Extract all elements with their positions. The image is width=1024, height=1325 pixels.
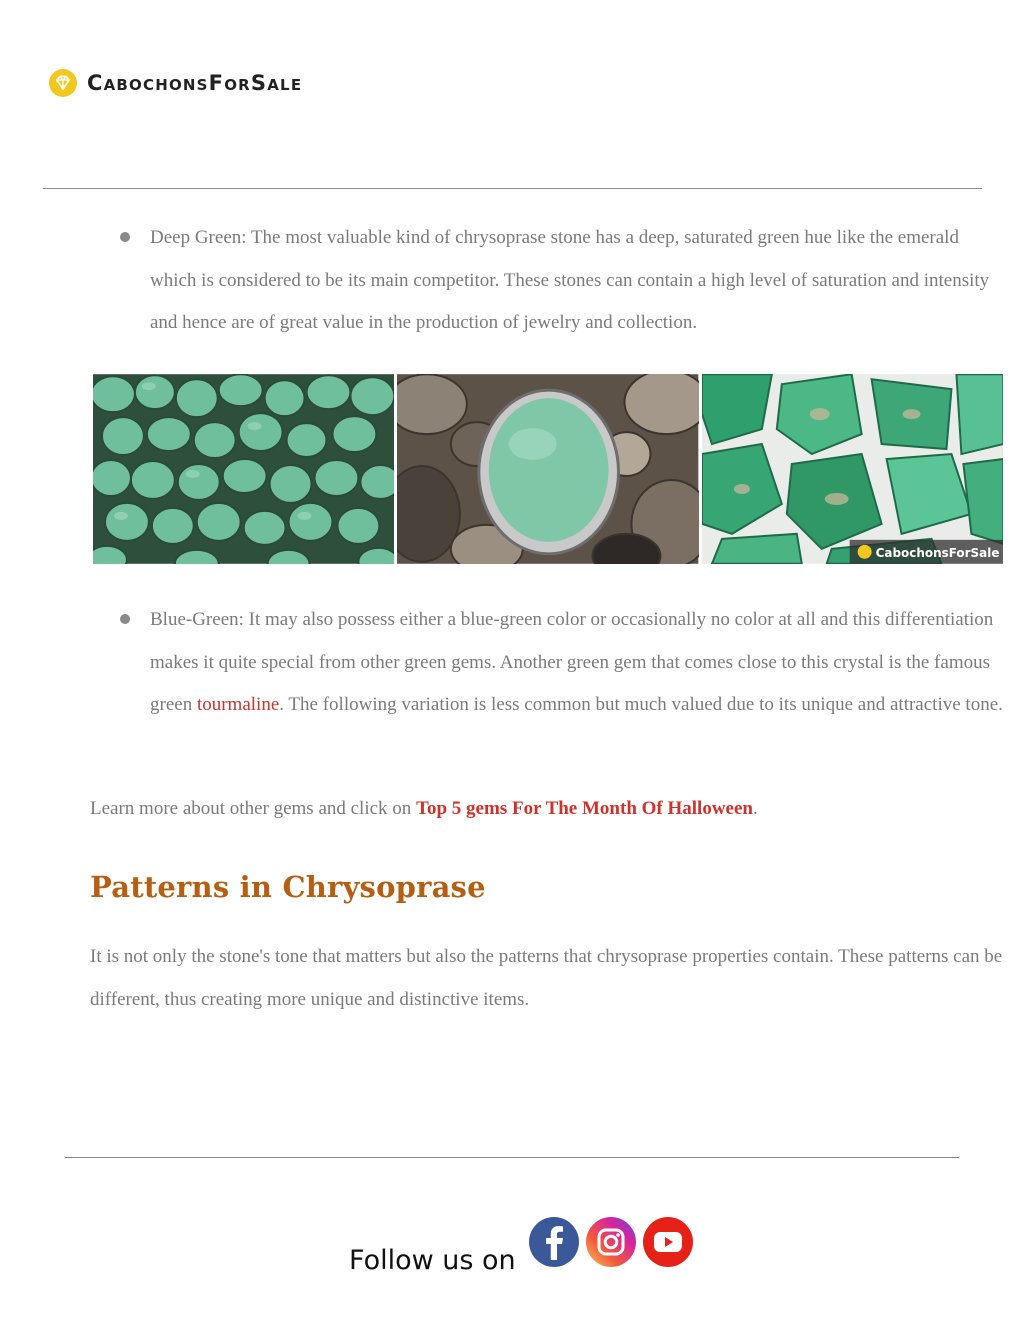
tourmaline-link[interactable]: tourmaline — [196, 694, 280, 715]
bullet-blue-green-text-before: Blue-Green: It may also possess either a blue-green color or occasionally no color at all and this differentiation makes it quite special from other green gems. Another green gem that comes close to this crystal is the famous green — [150, 609, 994, 715]
learn-more-paragraph — [90, 788, 1010, 831]
follow-text: Follow us on — [349, 1244, 516, 1276]
footer-divider — [65, 1157, 959, 1158]
logo-text: CabochonsForSale — [87, 71, 303, 95]
instagram-icon[interactable] — [585, 1216, 637, 1268]
learn-more-period: . — [752, 798, 758, 819]
gallery-image-rough-stones — [702, 374, 1003, 564]
gem-icon — [48, 68, 78, 98]
section-paragraph: It is not only the stone's tone that matters but also the patterns that chrysoprase properties contain. These patterns can be different, thus creating more unique and distinctive items. — [90, 946, 1003, 1010]
bullet-deep-green: Deep Green: The most valuable kind of chrysoprase stone has a deep, saturated green hue like the emerald which is considered to be its main competitor. These stones can contain a high level of saturation and intensity and hence are of great value in the production of jewelry and collection. — [150, 217, 1010, 345]
gallery-image-tumbled-stones — [93, 374, 394, 564]
learn-more-text: Learn more about other gems and click on — [90, 798, 417, 819]
section-heading: Patterns in Chrysoprase — [90, 870, 486, 904]
header-divider — [43, 188, 982, 189]
gallery-watermark: CabochonsForSale — [875, 545, 1000, 560]
halloween-gems-link[interactable]: Top 5 gems For The Month Of Halloween — [416, 798, 753, 819]
chrysoprase-gallery — [93, 374, 1003, 564]
youtube-icon[interactable] — [642, 1216, 694, 1268]
site-logo[interactable] — [48, 66, 302, 100]
facebook-icon[interactable] — [528, 1216, 580, 1268]
gallery-image-pendant — [397, 374, 698, 564]
bullet-blue-green — [150, 599, 1010, 727]
follow-us — [349, 1240, 516, 1280]
bullet-blue-green-text-after: . The following variation is less common but much valued due to its unique and attractive tone. — [279, 694, 1003, 715]
